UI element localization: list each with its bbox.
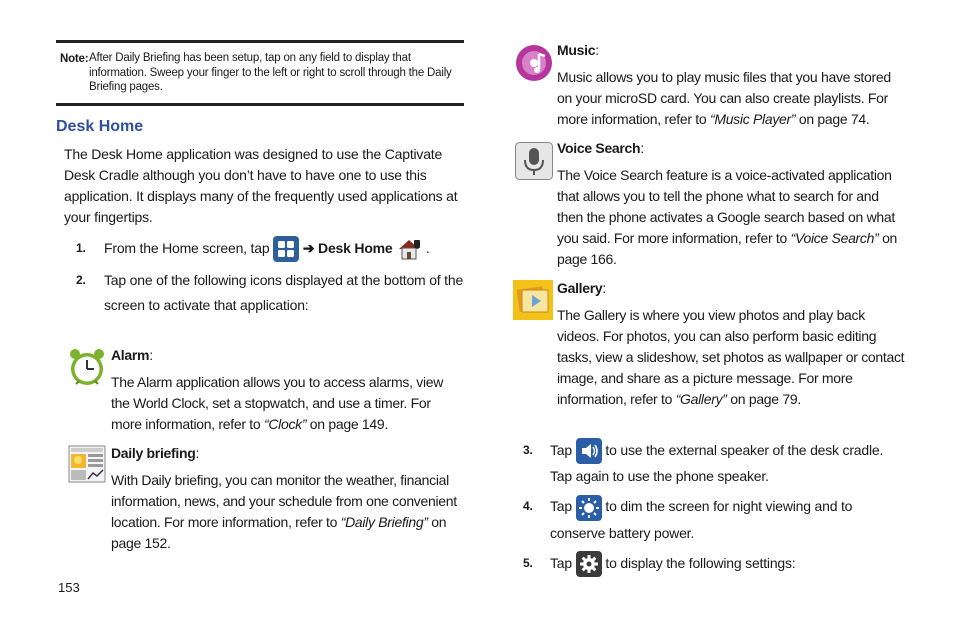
cross-reference: “Daily Briefing” — [340, 513, 428, 530]
cross-reference: “Gallery” — [675, 391, 727, 407]
step-number: 5. — [523, 555, 533, 570]
settings-gear-icon — [576, 551, 602, 577]
alarm-clock-icon — [68, 347, 106, 393]
app-voice-search: Voice Search: The Voice Search feature is a voice-activated application that allows you to tell the phone what to search for and then the phone activates a Google search based on what you said. For more information, refer to “Voice Search” on page 166. — [513, 138, 908, 270]
step-target: Desk Home — [318, 239, 393, 256]
app-description: With Daily briefing, you can monitor the weather, financial information, news, and your schedule from one convenient location. For more information, refer to “Daily Briefing” on page 152. — [111, 471, 457, 551]
app-description: The Alarm application allows you to access alarms, view the World Clock, set a stopwatch, and use a timer. For more information, refer to “Clock” on page 149. — [111, 373, 444, 432]
step-number: 2. — [76, 272, 86, 287]
step-number: 4. — [523, 499, 533, 514]
applications-grid-icon — [273, 236, 299, 262]
left-column — [56, 40, 464, 554]
gallery-icon — [513, 280, 553, 326]
step-text: From the Home screen, tap — [104, 239, 270, 256]
app-description: The Gallery is where you view photos and play back videos. For photos, you can also perform basic editing tasks, view a slideshow, set photos as wallpaper or contact image, and share as a picture message. For more information, refer to “Gallery” on page 79. — [557, 307, 905, 407]
app-description: Music allows you to play music files that you have stored on your microSD card. You can also create playlists. For more information, refer to “Music Player” on page 74. — [557, 69, 891, 127]
app-daily-briefing: Daily briefing: With Daily briefing, you can monitor the weather, financial information, news, and your schedule from one convenient location. For more information, refer to “Daily Briefing” on page 152. — [56, 443, 464, 554]
arrow-glyph: ➔ — [302, 239, 315, 256]
app-title: Gallery — [557, 280, 603, 296]
cross-reference: “Voice Search” — [790, 230, 879, 246]
note-box — [56, 40, 464, 106]
app-title: Alarm — [111, 346, 150, 363]
app-title: Voice Search — [557, 140, 641, 156]
intro-paragraph: The Desk Home application was designed to use the Captivate Desk Cradle although you don’t have to have one to use this application. It displays many of the frequently used applications at your fingertips. — [64, 145, 458, 225]
note-label: Note: — [60, 53, 89, 65]
app-title: Music — [557, 42, 596, 58]
step-3: 3. Tap to use the external speaker of the desk cradle. Tap again to use the phone speaker. — [513, 438, 908, 489]
step-4: 4. Tap to dim the screen for night viewing and to conserve battery power. — [513, 494, 908, 545]
step-2 — [56, 268, 464, 318]
brightness-icon — [576, 495, 602, 521]
app-music: Music: Music allows you to play music files that you have stored on your microSD card. You can also create playlists. For more information, refer to “Music Player” on page 74. — [513, 40, 908, 130]
section-title: Desk Home — [56, 117, 144, 135]
app-alarm: Alarm: The Alarm application allows you to access alarms, view the World Clock, set a stopwatch, and use a timer. For more information, refer to “Clock” on page 149. — [56, 345, 464, 435]
cross-reference: “Clock” — [263, 415, 307, 432]
page-number: 153 — [58, 580, 80, 595]
step-1: 1. From the Home screen, tap ➔ Desk Home . — [56, 236, 464, 262]
step-5: 5. Tap to display the following settings: — [513, 551, 908, 577]
music-icon — [515, 44, 553, 88]
step-number: 3. — [523, 443, 533, 457]
daily-briefing-icon — [68, 445, 106, 489]
desk-home-icon — [396, 236, 422, 262]
step-text: Tap one of the following icons displayed at the bottom of the screen to activate that application: — [104, 271, 464, 313]
cross-reference: “Music Player” — [709, 111, 796, 127]
app-title: Daily briefing — [111, 444, 196, 461]
step-number: 1. — [76, 240, 86, 255]
app-description: The Voice Search feature is a voice-activated application that allows you to tell the phone what to search for and then the phone activates a Google search based on what you said. For more information, refer to “Voice Search” on page 166. — [557, 167, 898, 267]
app-gallery: Gallery: The Gallery is where you view photos and play back videos. For photos, you can also perform basic editing tasks, view a slideshow, set photos as wallpaper or contact image, and share as a picture message. For more information, refer to “Gallery” on page 79. — [513, 278, 908, 410]
right-column — [513, 40, 908, 577]
note-text: After Daily Briefing has been setup, tap on any field to display that information. Sweep your finger to the left or right to scroll through the Daily Briefing pages. — [89, 52, 452, 93]
speaker-icon — [576, 438, 602, 464]
microphone-icon — [515, 142, 553, 186]
